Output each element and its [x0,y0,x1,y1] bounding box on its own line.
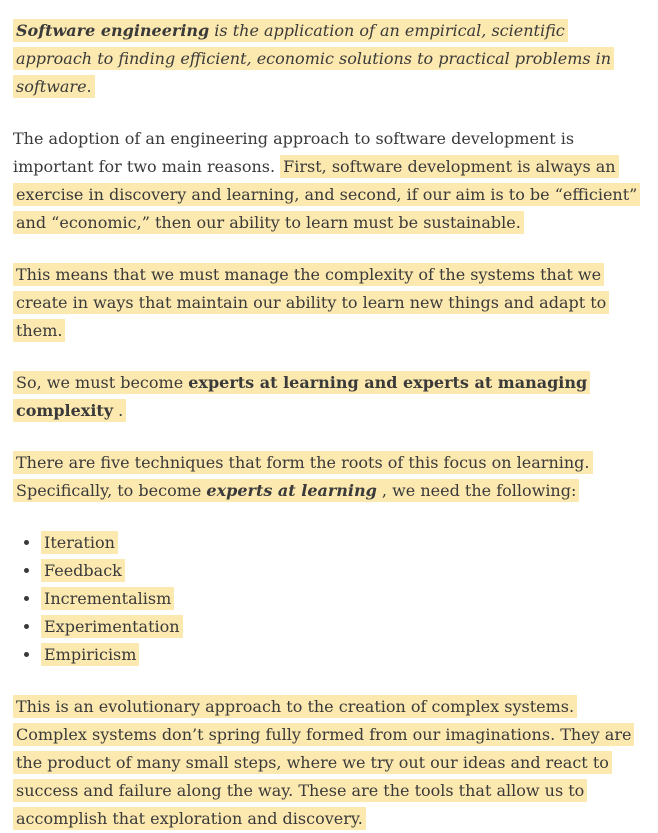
techniques-list [13,529,644,669]
experts-pre: So, we must become [16,373,189,392]
list-item [41,641,644,669]
list-item [41,613,644,641]
techniques-paragraph [13,449,644,505]
techniques-pre: Specifically, to become [16,481,207,500]
techniques-highlight [13,451,593,502]
definition-paragraph [13,0,644,101]
list-item-label: Empiricism [41,643,139,666]
list-item-label: Feedback [41,559,125,582]
list-item-label: Iteration [41,531,118,554]
list-item [41,557,644,585]
experts-bold: experts at learning and experts at managing complexity [16,373,588,420]
list-item [41,585,644,613]
experts-paragraph [13,369,644,425]
complexity-paragraph [13,261,644,345]
definition-term: Software engineering [16,21,210,40]
reasons-paragraph [13,125,644,237]
evolutionary-highlight: This is an evolutionary approach to the creation of complex systems. Complex systems don’t spring fully formed from our imaginations. They are the product of many small steps, where we try out our ideas and react to success and failure along the way. These are the tools that allow us to accomplish that exploration and discovery. [13,695,634,830]
list-item-label: Incrementalism [41,587,174,610]
techniques-line1: There are five techniques that form the roots of this focus on learning. [16,453,590,472]
experts-post: . [113,401,124,420]
list-item-label: Experimentation [41,615,183,638]
list-item [41,529,644,557]
evolutionary-paragraph [13,693,644,833]
techniques-bold-italic: experts at learning [206,481,377,500]
reasons-highlight: First, software development is always an exercise in discovery and learning, and second, if our aim is to be “efficient” and “economic,” then our ability to learn must be sustainable. [13,155,640,234]
experts-highlight [13,371,590,422]
techniques-post: , we need the following: [376,481,577,500]
reasons-intro: The adoption of an engineering approach to software development is important for two main reasons. [13,129,575,176]
definition-text: is the application of an empirical, scientific approach to finding efficient, economic solutions to practical problems in software. [16,21,612,96]
definition-highlight [13,19,614,98]
complexity-highlight: This means that we must manage the complexity of the systems that we create in ways that maintain our ability to learn new things and adapt to them. [13,263,609,342]
